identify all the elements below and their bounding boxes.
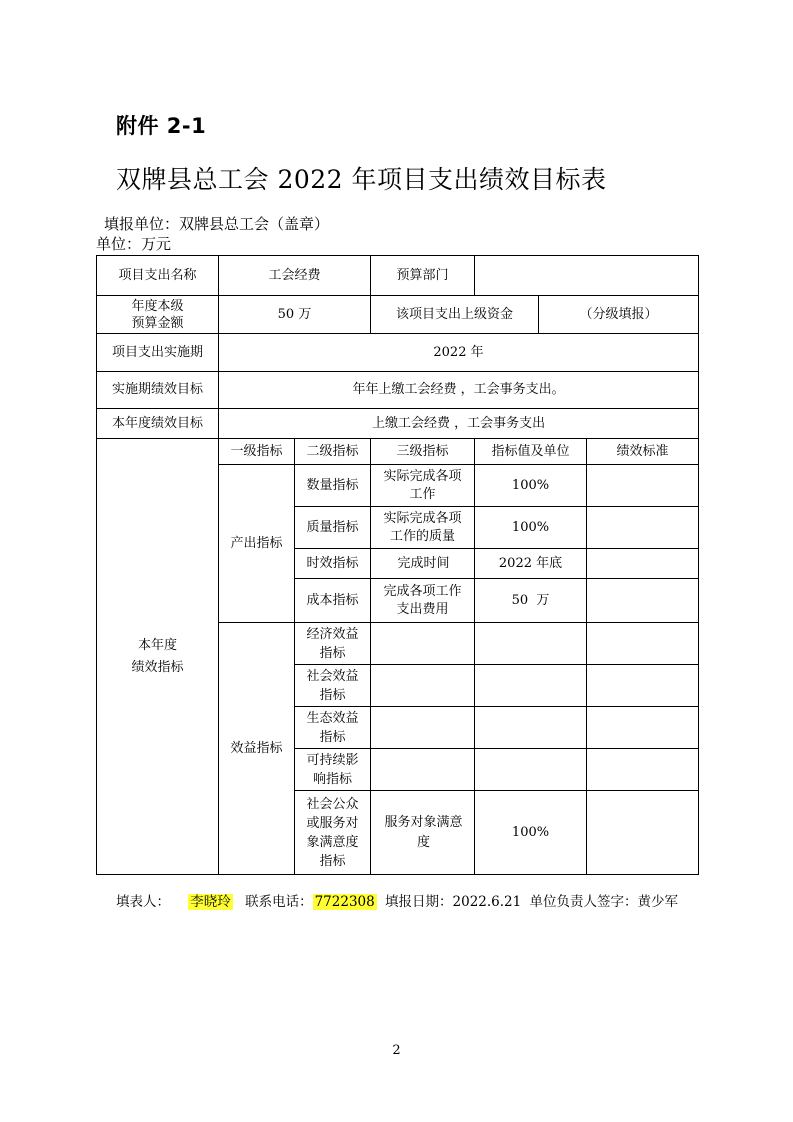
level2-cell: 时效指标 [295, 549, 371, 579]
table-row [97, 372, 699, 409]
column-header: 绩效标准 [587, 439, 699, 465]
value-cell: 100% [475, 791, 587, 875]
value-cell [475, 749, 587, 791]
standard-cell [587, 665, 699, 707]
column-header: 指标值及单位 [475, 439, 587, 465]
period-label: 项目支出实施期 [97, 334, 219, 372]
annual-budget-label: 年度本级 预算金额 [97, 296, 219, 334]
footer [116, 890, 678, 910]
filler-name: 李晓玲 [190, 894, 231, 910]
level3-cell: 服务对象满意 度 [371, 791, 475, 875]
level3-cell [371, 749, 475, 791]
annual-budget-value: 50 万 [219, 296, 371, 334]
level2-cell: 社会效益 指标 [295, 665, 371, 707]
table-row [97, 296, 699, 334]
table-row [97, 439, 699, 465]
budget-dept-label: 预算部门 [371, 256, 475, 296]
indicator-section-label: 本年度 绩效指标 [97, 439, 219, 875]
sign-label: 单位负责人签字： [529, 894, 638, 910]
page-title: 双牌县总工会 2022 年项目支出绩效目标表 [116, 165, 607, 194]
level3-cell [371, 665, 475, 707]
level3-cell: 实际完成各项 工作 [371, 465, 475, 507]
project-name-value: 工会经费 [219, 256, 371, 296]
table-row [97, 409, 699, 439]
unit-label: 单位：万元 [96, 235, 172, 253]
level2-cell: 生态效益 指标 [295, 707, 371, 749]
value-cell: 50 万 [475, 579, 587, 623]
level3-cell [371, 707, 475, 749]
table-row [97, 334, 699, 372]
project-name-label: 项目支出名称 [97, 256, 219, 296]
date-value: 2022.6.21 [452, 894, 522, 910]
level2-cell: 社会公众 或服务对 象满意度 指标 [295, 791, 371, 875]
standard-cell [587, 579, 699, 623]
level2-cell: 质量指标 [295, 507, 371, 549]
value-cell [475, 707, 587, 749]
column-header: 三级指标 [371, 439, 475, 465]
benefit-indicator-label: 效益指标 [219, 623, 295, 875]
standard-cell [587, 623, 699, 665]
period-goal-label: 实施期绩效目标 [97, 372, 219, 409]
standard-cell [587, 507, 699, 549]
level2-cell: 可持续影 响指标 [295, 749, 371, 791]
column-header: 二级指标 [295, 439, 371, 465]
output-indicator-label: 产出指标 [219, 465, 295, 623]
standard-cell [587, 791, 699, 875]
phone-label: 联系电话： [245, 894, 313, 910]
attachment-label: 附件 2-1 [116, 114, 207, 138]
page-number: 2 [392, 1043, 401, 1058]
level3-cell: 实际完成各项 工作的质量 [371, 507, 475, 549]
level3-cell: 完成时间 [371, 549, 475, 579]
filler-label: 填表人： [116, 894, 170, 910]
upper-funds-value: （分级填报） [539, 296, 699, 334]
phone-value: 7722308 [314, 894, 375, 910]
table-row [97, 256, 699, 296]
period-goal-value: 年年上缴工会经费 ，工会事务支出。 [219, 372, 699, 409]
column-header: 一级指标 [219, 439, 295, 465]
year-goal-value: 上缴工会经费 ，工会事务支出 [219, 409, 699, 439]
level3-cell: 完成各项工作 支出费用 [371, 579, 475, 623]
value-cell: 2022 年底 [475, 549, 587, 579]
value-cell: 100% [475, 465, 587, 507]
standard-cell [587, 749, 699, 791]
level3-cell [371, 623, 475, 665]
value-cell: 100% [475, 507, 587, 549]
budget-dept-value [475, 256, 699, 296]
standard-cell [587, 465, 699, 507]
signer-name: 黄少军 [637, 894, 679, 910]
standard-cell [587, 549, 699, 579]
standard-cell [587, 707, 699, 749]
level2-cell: 经济效益 指标 [295, 623, 371, 665]
level2-cell: 成本指标 [295, 579, 371, 623]
period-value: 2022 年 [219, 334, 699, 372]
performance-goal-table [96, 255, 699, 875]
year-goal-label: 本年度绩效目标 [97, 409, 219, 439]
fill-unit: 填报单位：双牌县总工会（盖章） [104, 215, 330, 233]
date-label: 填报日期： [385, 894, 453, 910]
upper-funds-label: 该项目支出上级资金 [371, 296, 539, 334]
value-cell [475, 623, 587, 665]
value-cell [475, 665, 587, 707]
level2-cell: 数量指标 [295, 465, 371, 507]
